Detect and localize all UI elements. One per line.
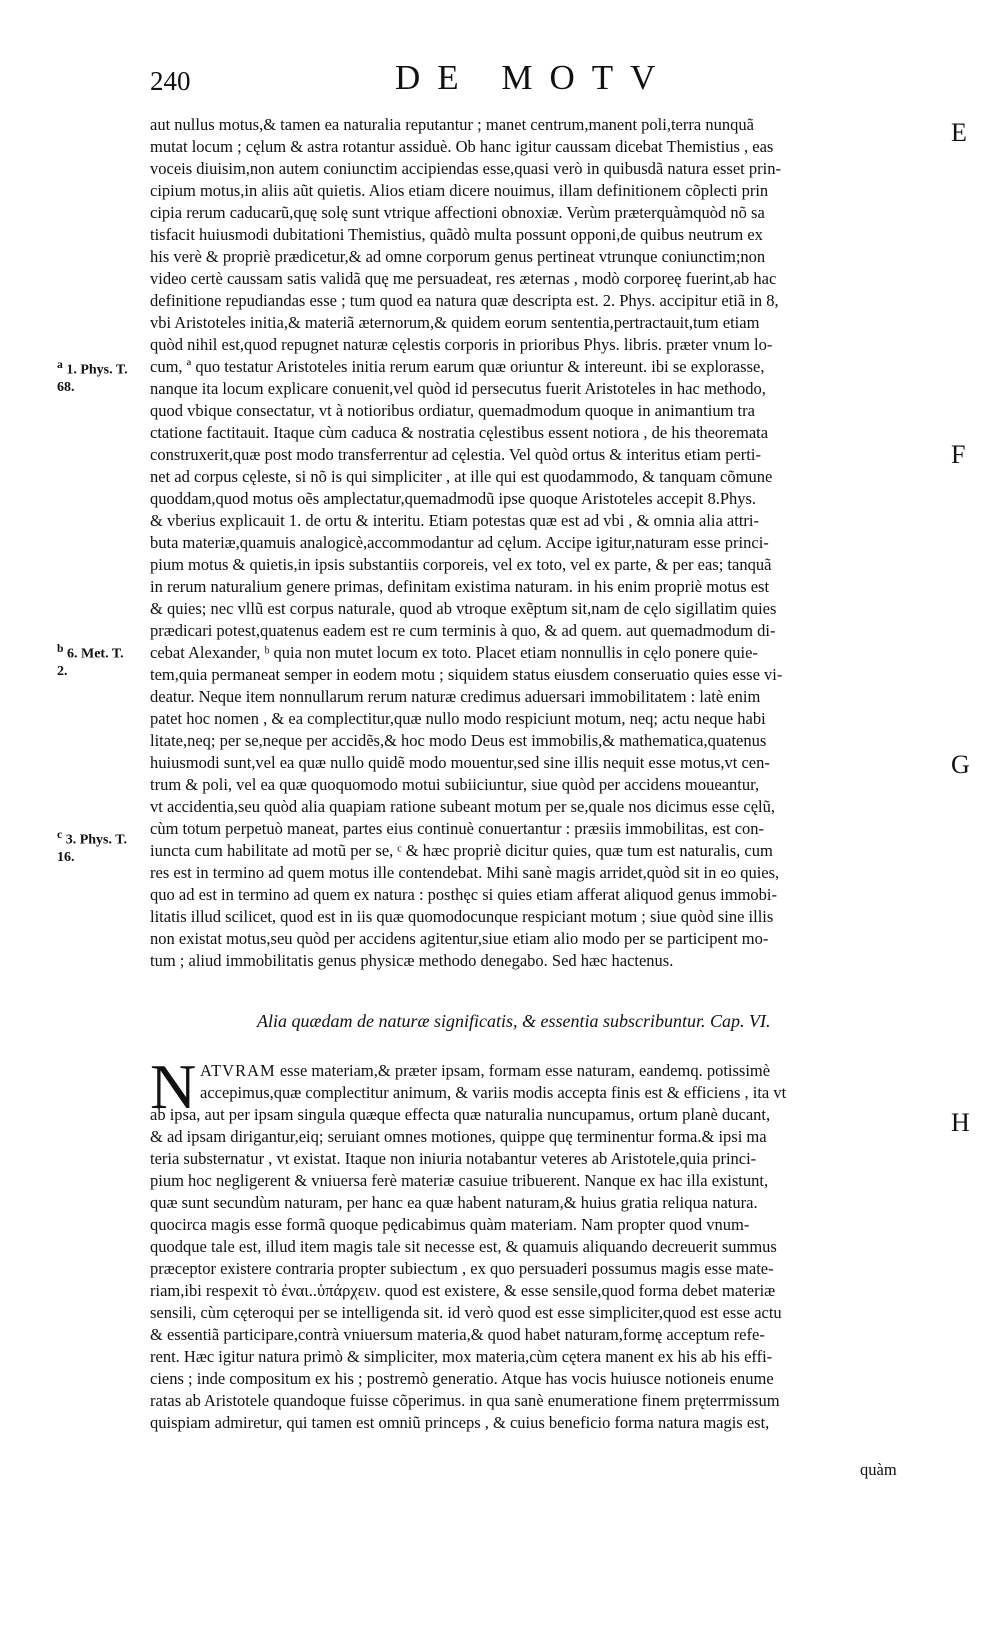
text-line: litate,neq; per se,neque per accidẽs,& hoc modo Deus est immobilis,& mathematica,quatenus bbox=[150, 731, 767, 750]
side-note-mark: b bbox=[57, 642, 64, 655]
text-line: quocirca magis esse formã quoque pędicabimus quàm materiam. Nam propter quod vnum- bbox=[150, 1215, 750, 1234]
text-line: quoddam,quod motus oẽs amplectatur,quemadmodũ ipse quoque Aristoteles accepit 8.Phys. bbox=[150, 489, 757, 508]
text-line: riam,ibi respexit τὸ ἐναι..ὑπάρχειν. quod est existere, & esse sensile,quod forma debet materiæ bbox=[150, 1281, 776, 1300]
side-note-a bbox=[57, 356, 137, 396]
side-note-b bbox=[57, 640, 137, 680]
side-note-mark: a bbox=[57, 358, 63, 371]
page-number: 240 bbox=[150, 66, 191, 96]
text-line: patet hoc nomen , & ea complectitur,quæ nullo modo respiciunt motum, neq; actu neque habi bbox=[150, 709, 766, 728]
text-line: cipium motus,in aliis aũt quietis. Alios etiam dicere nouimus, illam definitionem cõplecti prin bbox=[150, 181, 769, 200]
side-note-text: 6. Met. T. 2. bbox=[57, 646, 124, 679]
text-line: tum ; aliud immobilitatis genus physicæ methodo denegabo. Sed hæc hactenus. bbox=[150, 951, 674, 970]
text-line: litatis illud scilicet, quod est in iis quæ quomodocunque respiciant motum ; siue quòd sine illis bbox=[150, 907, 774, 926]
text-line: vbi Aristoteles initia,& materiã æternorum,& quidem eorum sententia,pertractauit,tum etiam bbox=[150, 313, 760, 332]
text-line: prædicari potest,quatenus eadem est re cum terminis à quo, & ad quem. aut quemadmodum di- bbox=[150, 621, 776, 640]
text-line: mutat locum ; cęlum & astra rotantur assiduè. Ob hanc igitur caussam dicebat Themistius , eas bbox=[150, 137, 774, 156]
text-line: ratas ab Aristotele quandoque fuisse cõperimus. in qua sanè enumeratione finem pręterrmissum bbox=[150, 1391, 780, 1410]
text-line: aut nullus motus,& tamen ea naturalia reputantur ; manet centrum,manent poli,terra nunquã bbox=[150, 115, 754, 134]
text-line: ab ipsa, aut per ipsam singula quæque effecta quæ naturalia nuncupamus, ortum planè ducant, bbox=[150, 1105, 771, 1124]
section-1-text bbox=[150, 114, 930, 972]
text-line: & vberius explicauit 1. de ortu & interitu. Etiam potestas quæ est ad vbi , & omnia alia attri- bbox=[150, 511, 759, 530]
text-line: construxerit,quæ post modo transferrentur ad cęlestia. Vel quòd ortus & interitus etiam perti- bbox=[150, 445, 761, 464]
text-line: huiusmodi sunt,vel ea quæ nullo quidẽ modo mouentur,sed sine illis nequit esse motus,vt cen- bbox=[150, 753, 770, 772]
text-line: quodque tale est, illud item magis tale sit necesse est, & quamuis aliquando decreuerit summus bbox=[150, 1237, 777, 1256]
text-line: tem,quia permaneat semper in eodem motu ; siquidem status eiusdem conseruatio quies esse vi- bbox=[150, 665, 783, 684]
text-line: quòd nihil est,quod repugnet naturæ cęlestis corporis in prioribus Phys. libris. præter vnum lo- bbox=[150, 335, 773, 354]
text-line: quispiam admiretur, qui tamen est omniũ princeps , & cuius beneficio forma natura magis est, bbox=[150, 1413, 770, 1432]
chapter-heading: Alia quædam de naturæ significatis, & essentia subscribuntur. Cap. VI. bbox=[257, 1011, 771, 1031]
section-2-text bbox=[150, 1051, 930, 1434]
text-line: tisfacit huiusmodi dubitationi Themistius, quãdò multa possunt opponi,de quibus neutrum ex bbox=[150, 225, 763, 244]
text-line: sensili, cùm cęteroqui per se intelligenda sit. id verò quod est esse simpliciter,quod est esse actu bbox=[150, 1303, 782, 1322]
side-note-text: 3. Phys. T. 16. bbox=[57, 832, 128, 865]
text-line: rent. Hæc igitur natura primò & simpliciter, mox materia,cùm cętera manent ex his ab his effi- bbox=[150, 1347, 773, 1366]
text-line bbox=[150, 1060, 930, 1082]
margin-letter-h: H bbox=[951, 1108, 970, 1137]
text-line: trum & poli, vel ea quæ quoquomodo motui subiiciuntur, siue quòd per accidens moueantur, bbox=[150, 775, 760, 794]
text-line: teria substernatur , vt existat. Itaque non iniuria notabantur veteres ab Aristotele,quia princi- bbox=[150, 1149, 757, 1168]
text-line: cebat Alexander, ᵇ quia non mutet locum ex toto. Placet etiam nonnullis in cęlo ponere quie- bbox=[150, 643, 758, 662]
text-line: accepimus,quæ complectitur animum, & variis modis accepta finis est & efficiens , ita vt bbox=[200, 1083, 787, 1102]
text-line: vt accidentia,seu quòd alia quapiam ratione subeant motum per se,quale nos dicimus esse cęlũ, bbox=[150, 797, 775, 816]
text-line: præceptor existere contraria propter subiectum , ex quo persuaderi possumus magis esse mate- bbox=[150, 1259, 774, 1278]
margin-letter-e: E bbox=[951, 118, 967, 147]
text-line: quæ sunt secundùm naturam, per hanc ea quæ habent naturam,& huius gratia reliqua natura. bbox=[150, 1193, 758, 1212]
margin-letter-g: G bbox=[951, 750, 970, 779]
text-line: cum, ª quo testatur Aristoteles initia rerum earum quæ oriuntur & intereunt. ibi se explorasse, bbox=[150, 357, 765, 376]
margin-letter-f: F bbox=[951, 440, 966, 469]
side-note-text: 1. Phys. T. 68. bbox=[57, 362, 128, 395]
side-note-mark: c bbox=[57, 828, 63, 841]
text-line: cùm totum perpetuò maneat, partes eius continuè conuertantur : præsiis immobilitas, est con- bbox=[150, 819, 765, 838]
text-line: definitione repudiandas esse ; tum quod ea natura quæ descripta est. 2. Phys. accipitur etiã in 8, bbox=[150, 291, 779, 310]
text-line: voceis diuisim,non autem coniunctim accipiendas esse,quasi verò in quibusdã natura esset prin- bbox=[150, 159, 781, 178]
text-line: & ad ipsam dirigantur,eiq; seruiant omnes motiones, quippe quę terminentur forma.& ipsi ma bbox=[150, 1127, 767, 1146]
text-line: pium motus & quietis,in ipsis substantiis corporeis, vel ex toto, vel ex parte, & per eas; tanquã bbox=[150, 555, 772, 574]
drop-capital: N bbox=[150, 1051, 197, 1122]
text-line-rest: esse materiam,& præter ipsam, formam esse naturam, eandemq. potissimè bbox=[275, 1061, 771, 1080]
text-line: & quies; nec vllũ est corpus naturale, quod ab vtroque exẽptum sit,nam de cęlo sigillatim quies bbox=[150, 599, 777, 618]
text-line: his verè & propriè prædicetur,& ad omne corporum genus pertineat vtrunque coniunctim;non bbox=[150, 247, 766, 266]
text-line: deatur. Neque item nonnullarum rerum naturæ credimus aduersari immobilitatem : latè enim bbox=[150, 687, 761, 706]
first-word: ATVRAM bbox=[200, 1061, 276, 1080]
catchword: quàm bbox=[860, 1460, 897, 1479]
running-head: DE MOTV bbox=[395, 58, 673, 97]
text-line: quod vbique consectatur, vt à notioribus ordiatur, quemadmodum quoque in animantium tra bbox=[150, 401, 755, 420]
text-line: ctatione factitauit. Itaque cùm caduca & nostratia cęlestibus essent notiora , de his theoremata bbox=[150, 423, 769, 442]
text-line: ciens ; inde compositum ex his ; postremò generatio. Atque has vocis huiusce notioneis enume bbox=[150, 1369, 774, 1388]
text-line: buta materiæ,quamuis analogicè,accommodantur ad cęlum. Accipe igitur,naturam esse princi- bbox=[150, 533, 769, 552]
text-line: non existat motus,seu quòd per accidens agitentur,siue etiam alio modo per se participent mo- bbox=[150, 929, 769, 948]
text-line: res est in termino ad quem motus ille contendebat. Mihi sanè magis arridet,quòd sit in eo quies, bbox=[150, 863, 780, 882]
text-line: in rerum naturalium genere primas, definitam existima naturam. in his enim propriè motus est bbox=[150, 577, 770, 596]
text-line: & essentiã participare,contrà vniuersum materia,& quod habet naturam,formę acceptum refe- bbox=[150, 1325, 765, 1344]
text-line: video certè caussam satis validã quę me persuadeat, res æternas , modò corporeę fuerint,ab hac bbox=[150, 269, 777, 288]
text-line: pium hoc negligerent & vniuersa ferè materiæ casuiue tribuerent. Nanque ex hac illa existunt, bbox=[150, 1171, 769, 1190]
text-line: quo ad est in termino ad quem ex natura : posthęc si quies etiam afferat aliquod genus immobi- bbox=[150, 885, 777, 904]
text-line: cipia rerum caducarũ,quę solę sunt vtrique affectioni obnoxiæ. Verùm præterquàmquòd nõ sa bbox=[150, 203, 765, 222]
text-line: net ad corpus cęleste, si nõ is qui simpliciter , at ille qui est quodammodo, & tanquam cõmune bbox=[150, 467, 773, 486]
text-line: iuncta cum habilitate ad motũ per se, ᶜ & hæc propriè dicitur quies, quæ tum est naturalis, cum bbox=[150, 841, 773, 860]
side-note-c bbox=[57, 826, 137, 866]
text-line: nanque ita locum explicare conuenit,vel quòd id persecutus fuerit Aristoteles in hac methodo, bbox=[150, 379, 766, 398]
